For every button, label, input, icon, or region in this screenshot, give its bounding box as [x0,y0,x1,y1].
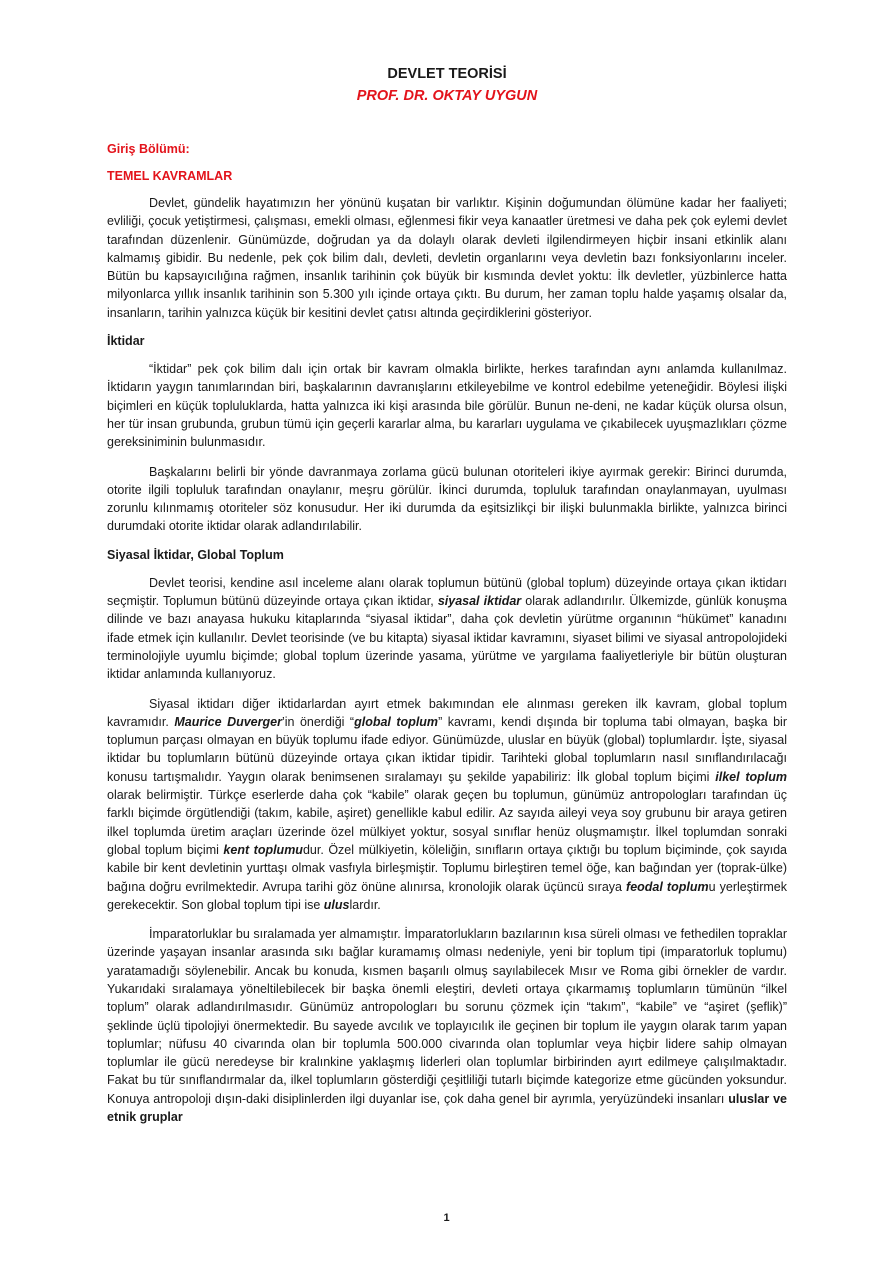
emphasis-term: Maurice Duverger [174,714,282,729]
text-run: Devlet teorisi, kendine asıl inceleme alanı olarak toplumun bütünü (global toplum) düzeyinde ortaya çıkan iktidarı seçmiştir. Toplumun bütünü düzeyinde ortaya çıkan iktidar, [107,575,787,609]
iktidar-paragraph-2: Başkalarını belirli bir yönde davranmaya zorlama gücü bulunan otoriteleri ikiye ayırmak gerekir: Birinci durumda, otorite ilgili topluluk tarafından onaylanır, meşru görülür. İkinci durumda, topluluk tarafından onaylanmayan, uyulması zorunlu kılınmamış otoriteler söz konusudur. Her iki durumda da eşitsizlikçi bir ilişki bulunmakla birlikte, yalnızca birinci durumdaki otorite iktidar olarak adlandırılabilir. [107,464,787,534]
text-run: olarak belirmiştir. Türkçe eserlerde daha çok “kabile” olarak geçen bu toplumun, günümüz antropologları tarafından üç farklı biçimde örgütlendiği (takım, kabile, aşiret) genellikle kabul edilir. Az sayıda aileyi veya soy grubunu bir araya getiren ilkel toplumda üretim araçları üzerinde özel mülkiyet yoktur, sosyal sınıflar henüz oluşmamıştır. İlkel toplumdan sonraki global toplum biçimi [107,788,787,857]
iktidar-heading: İktidar [107,334,145,349]
emphasis-term: kent toplumu [223,842,303,857]
text-run: ’in önerdiği “ [281,714,355,729]
siyasal-heading: Siyasal İktidar, Global Toplum [107,547,284,562]
intro-subheading: TEMEL KAVRAMLAR [107,169,233,183]
document-title: DEVLET TEORİSİ [387,66,507,82]
siyasal-paragraph-2 [107,695,787,915]
page-number: 1 [443,1212,450,1224]
emphasis-term: ulus [323,897,350,912]
emphasis-term: siyasal iktidar [437,594,522,609]
text-run: ” kavramı, kendi dışında bir topluma tabi olmayan, başka bir toplumun parçası olmayan en büyük toplumu ifade ediyor. Günümüzde, uluslar en büyük (global) toplumlardır. İşte, siyasal iktidar bu toplumların bütünü düzeyinde ortaya çıkan iktidar tipidir. Tarihteki global toplumların nasıl sınıflandırılacağı konusu tartışmalıdır. Yaygın olarak benimsenen sıralamayı şu şekilde yapabiliriz: İlk global toplum biçimi [107,714,787,784]
text-run: İmparatorluklar bu sıralamada yer almamıştır. İmparatorlukların bazılarının kısa süreli olması ve fethedilen topraklar üzerinde yaşayan insanlar arasında sıkı bağlar kuramamış olması nedeniyle, yeni bir toplum tipi (imparatorluk toplumu) yaratamadığı söylenebilir. Ancak bu konuda, kısmen başarılı olmuş sayılabilecek Mısır ve Roma gibi örnekler de vardır. Yukarıdaki sıralamaya yöneltilebilecek bir başka önemli eleştiri, devleti ortaya çıkarmamış toplumların tümünün “ilkel toplum” olarak adlandırılmasıdır. Günümüz antropologları bu sorunu çözmek için “takım”, “kabile” ve “aşiret (şeflik)” şeklinde üçlü tipolojiyi önermektedir. Bu sayede avcılık ve toplayıcılık ile geçinen bir toplum ile yaygın olarak tarım yapan toplumlar; nüfusu 40 civarında olan bir toplumla 500.000 civarında olan toplumlar veya hiçbir lidere sahip olmayan toplumlar ile gücü neredeyse bir kralınkine yaklaşmış liderleri olan toplumlar birbirinden ayırt edilmeye çalışılmaktadır. Fakat bu tür sınıflandırmalar da, ilkel toplumların gösterdiği çeşitliliği tutarlı biçimde kategorize etme gücünden yoksundur. Konuya antropoloji dışın-daki disiplinlerden ilgi duyanlar ise, çok daha genel bir ayrımla, yeryüzündeki insanları [107,927,787,1106]
intro-paragraph: Devlet, gündelik hayatımızın her yönünü kuşatan bir varlıktır. Kişinin doğumundan ölümüne kadar her faaliyeti; evliliği, çocuk yetiştirmesi, çalışması, emekli olması, eğlenmesi fikir veya kanaatler üretmesi ve daha pek çok eylemi devlet tarafından düzenlenir. Günümüzde, doğrudan ya da dolaylı olarak devleti ilgilendirmeyen hiçbir insani etkinlik alanı kalmamış gibidir. Bu nedenle, pek çok bilim dalı, devleti, devletin organlarını veya devletin bazı fonksiyonlarını inceler. Bütün bu kapsayıcılığına rağmen, insanlık tarihinin çok büyük bir kısmında devlet yoktu: İlk devletler, yüzbinlerce hatta milyonlarca yıllık insanlık tarihinin son 5.300 yılı içinde ortaya çıktı. Bu durum, her zaman toplu halde yaşamış olsalar da, insanların, tarihin yalnızca küçük bir kesitini devlet çatısı altında geçirdiklerini gösteriyor. [107,196,787,320]
emphasis-term: feodal toplum [626,879,709,894]
emphasis-term: global toplum [354,714,439,729]
intro-heading: Giriş Bölümü: [107,142,190,156]
author-name: PROF. DR. OKTAY UYGUN [356,88,538,104]
text-run: u yerleştirmek gerekecektir. Son global toplum tipi ise [107,879,787,912]
iktidar-paragraph-1: “İktidar” pek çok bilim dalı için ortak bir kavram olmakla birlikte, herkes tarafından aynı anlamda kullanılmaz. İktidarın yaygın tanımlarından biri, başkalarının davranışlarını etkileyebilme ve kontrol edebilme yeteneğidir. Böylesi ilişki biçimleri en küçük topluluklarda, hatta yalnızca iki kişi arasında bile görülür. Bunun ne-deni, ne kadar küçük olursa olsun, her tür insan grubunda, grubun tümü için geçerli kararlar alma, bu kararları uygulama ve çıkabilecek uyuşmazlıkları çözme gereksiniminin bulunmasıdır. [107,362,787,450]
emphasis-term: uluslar ve etnik gruplar [107,1091,787,1125]
text-run: olarak adlandırılır. Ülkemizde, günlük konuşma dilinde ve bazı anayasa hukuku kitaplarında “siyasal iktidar”, daha çok devletin yürütme organının “hükümet” kanadını ifade etmek için kullanılır. Devlet teorisinde (ve bu kitapta) siyasal iktidar kavramını, siyaset bilimi ve siyasal antropolojideki terminolojiyle uyumlu biçimde; global toplum üzerinde yasama, yürütme ve yargılama faaliyetleriyle bir bütün oluşturan iktidar anlamında kullanıyoruz. [107,594,787,682]
emphasis-term: ilkel toplum [715,769,788,784]
text-run: dur. Özel mülkiyetin, köleliğin, sınıfların ortaya çıktığı bu toplum biçiminde, çok sayıda kabile bir kent devletinin yurttaşı olmak vasfıyla birleşmiştir. Toplumu birleştiren temel öğe, kan bağından yer (toprak-ülke) bağına doğru evrilmektedir. Avrupa tarihi göz önüne alınırsa, kronolojik olarak üçüncü sıraya [107,842,788,894]
text-run: lardır. [349,897,381,912]
siyasal-paragraph-3 [107,925,787,1126]
text-run: Siyasal iktidarı diğer iktidarlardan ayırt etmek bakımından ele alınması gereken ilk kavram, global toplum kavramıdır. [107,696,787,729]
siyasal-paragraph-1 [107,574,787,684]
